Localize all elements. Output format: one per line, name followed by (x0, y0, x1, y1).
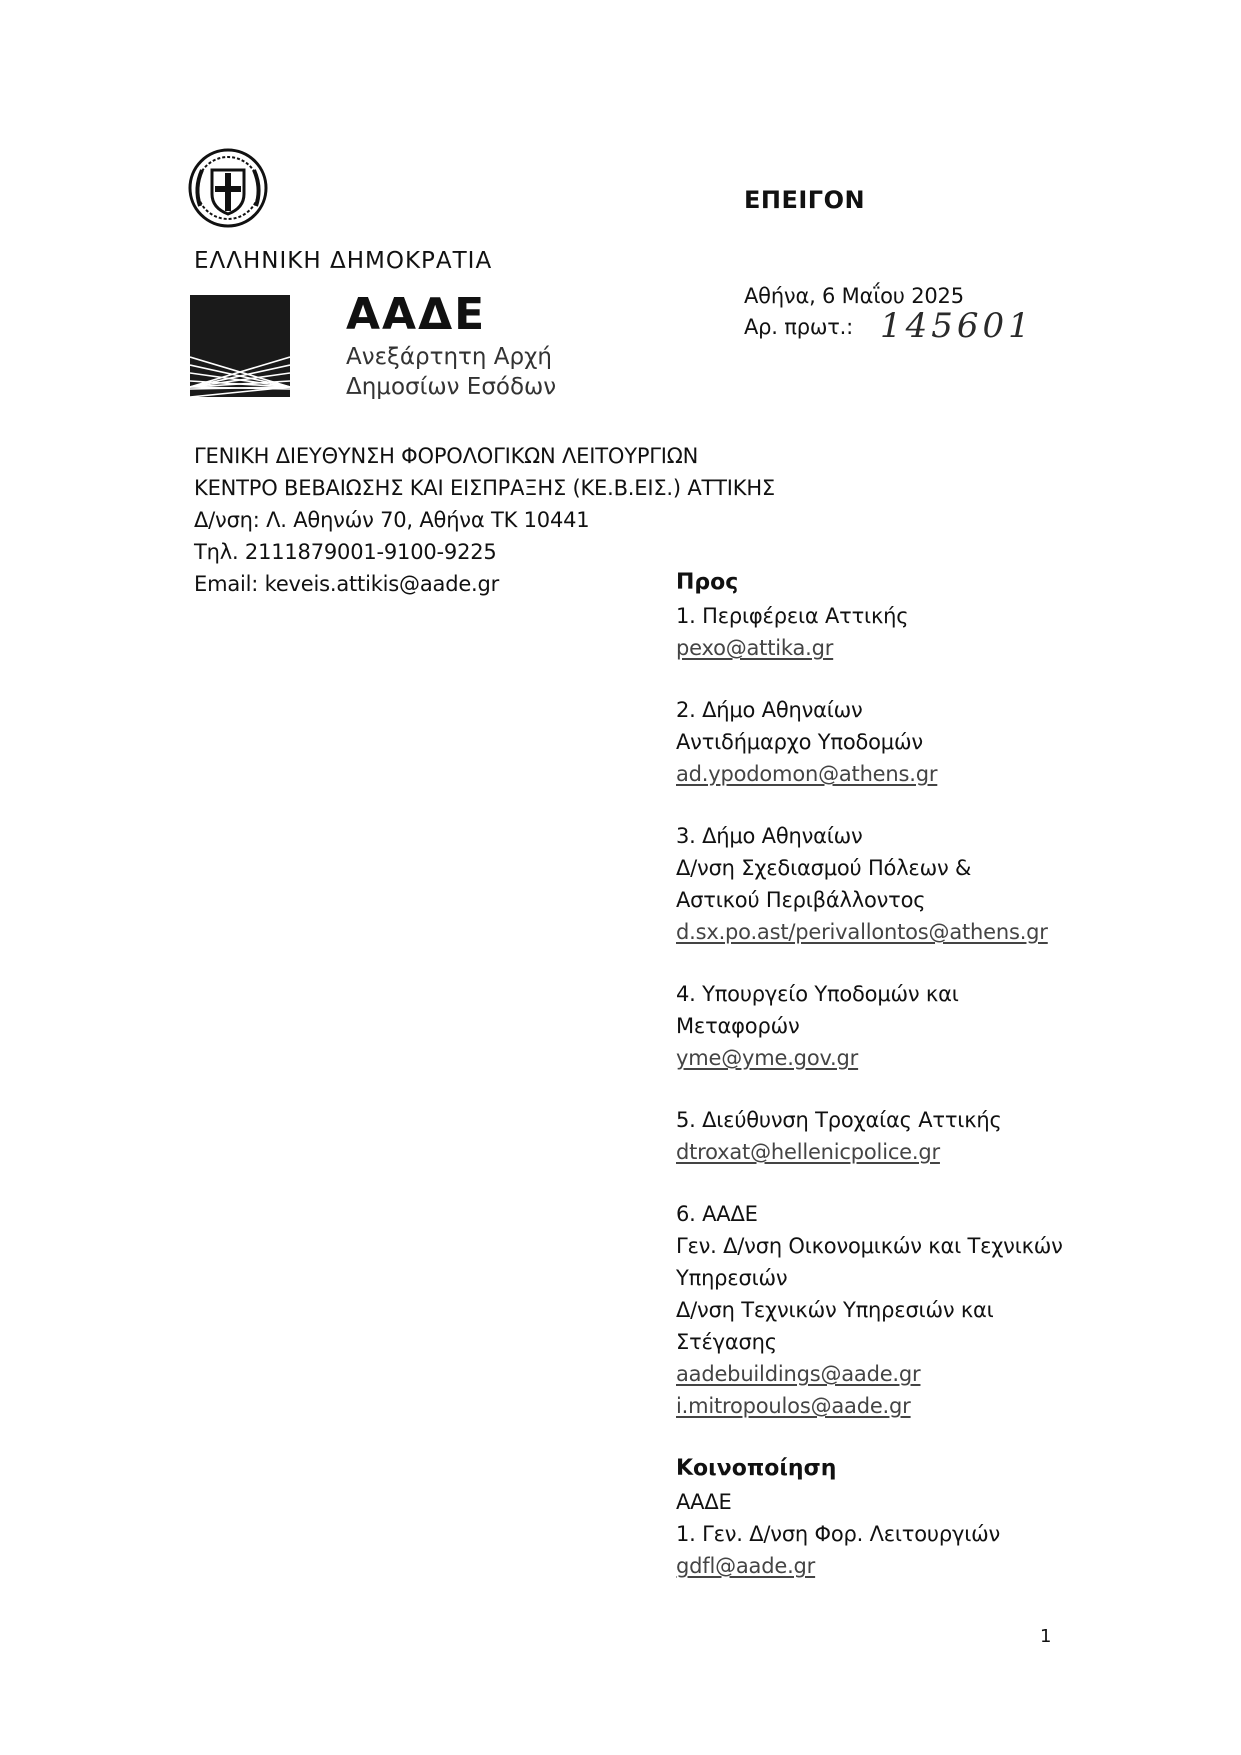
recipient-item (676, 1104, 1156, 1168)
cc-email-link[interactable]: gdfl@aade.gr (676, 1554, 816, 1578)
aade-subtitle-line-2: Δημοσίων Εσόδων (346, 374, 557, 400)
recipient-detail: Δ/νση Τεχνικών Υπηρεσιών και (676, 1298, 994, 1322)
recipient-email-link[interactable]: ad.ypodomon@athens.gr (676, 762, 938, 786)
recipient-name: 2. Δήμο Αθηναίων (676, 698, 863, 722)
sender-phone: Τηλ. 2111879001-9100-9225 (194, 540, 497, 564)
recipient-name: 3. Δήμο Αθηναίων (676, 824, 863, 848)
recipient-name: 6. ΑΑΔΕ (676, 1202, 758, 1226)
recipient-item (676, 1198, 1156, 1422)
hellenic-republic-heading: ΕΛΛΗΝΙΚΗ ΔΗΜΟΚΡΑΤΙΑ (194, 248, 493, 274)
recipient-email-link[interactable]: yme@yme.gov.gr (676, 1046, 859, 1070)
cc-recipient-name: 1. Γεν. Δ/νση Φορ. Λειτουργιών (676, 1522, 1001, 1546)
protocol-label: Αρ. πρωτ.: (744, 315, 853, 339)
page-number: 1 (1040, 1626, 1052, 1647)
cc-organization: ΑΑΔΕ (676, 1490, 732, 1514)
recipient-name: 4. Υπουργείο Υποδομών και (676, 982, 959, 1006)
to-heading: Προς (676, 570, 739, 595)
recipient-email-link[interactable]: dtroxat@hellenicpolice.gr (676, 1140, 940, 1164)
handwritten-protocol-number: 145601 (880, 306, 1034, 346)
sender-center: ΚΕΝΤΡΟ ΒΕΒΑΙΩΣΗΣ ΚΑΙ ΕΙΣΠΡΑΞΗΣ (ΚΕ.Β.ΕΙΣ.) ΑΤΤΙΚΗΣ (194, 476, 776, 500)
recipient-email-link[interactable]: i.mitropoulos@aade.gr (676, 1394, 911, 1418)
recipient-item (676, 820, 1156, 948)
recipient-item (676, 694, 1156, 790)
recipient-email-link[interactable]: pexo@attika.gr (676, 636, 834, 660)
recipient-detail: Αστικού Περιβάλλοντος (676, 888, 926, 912)
recipient-detail: Υπηρεσιών (676, 1266, 788, 1290)
sender-address: Δ/νση: Λ. Αθηνών 70, Αθήνα ΤΚ 10441 (194, 508, 590, 532)
recipient-item (676, 600, 1156, 664)
greek-coat-of-arms-seal (186, 146, 270, 230)
aade-logo-icon (190, 295, 290, 397)
sender-email: Email: keveis.attikis@aade.gr (194, 572, 500, 596)
urgent-label: ΕΠΕΙΓΟΝ (744, 186, 866, 214)
recipient-email-link[interactable]: d.sx.po.ast/perivallontos@athens.gr (676, 920, 1048, 944)
recipient-detail: Αντιδήμαρχο Υποδομών (676, 730, 923, 754)
recipient-detail: Στέγασης (676, 1330, 777, 1354)
sender-directorate: ΓΕΝΙΚΗ ΔΙΕΥΘΥΝΣΗ ΦΟΡΟΛΟΓΙΚΩΝ ΛΕΙΤΟΥΡΓΙΩΝ (194, 444, 699, 468)
document-date: Αθήνα, 6 Μαΐου 2025 (744, 284, 964, 308)
recipient-email-link[interactable]: aadebuildings@aade.gr (676, 1362, 921, 1386)
recipient-name: 1. Περιφέρεια Αττικής (676, 604, 909, 628)
recipient-detail: Γεν. Δ/νση Οικονομικών και Τεχνικών (676, 1234, 1063, 1258)
aade-subtitle-line-1: Ανεξάρτητη Αρχή (346, 344, 552, 370)
recipient-item (676, 978, 1156, 1074)
cc-heading: Κοινοποίηση (676, 1456, 837, 1481)
recipients-block (676, 566, 1156, 1582)
aade-logo-text: ΑΑΔΕ (346, 289, 487, 340)
recipient-detail: Μεταφορών (676, 1014, 800, 1038)
recipient-name: 5. Διεύθυνση Τροχαίας Αττικής (676, 1108, 1002, 1132)
recipient-detail: Δ/νση Σχεδιασμού Πόλεων & (676, 856, 972, 880)
